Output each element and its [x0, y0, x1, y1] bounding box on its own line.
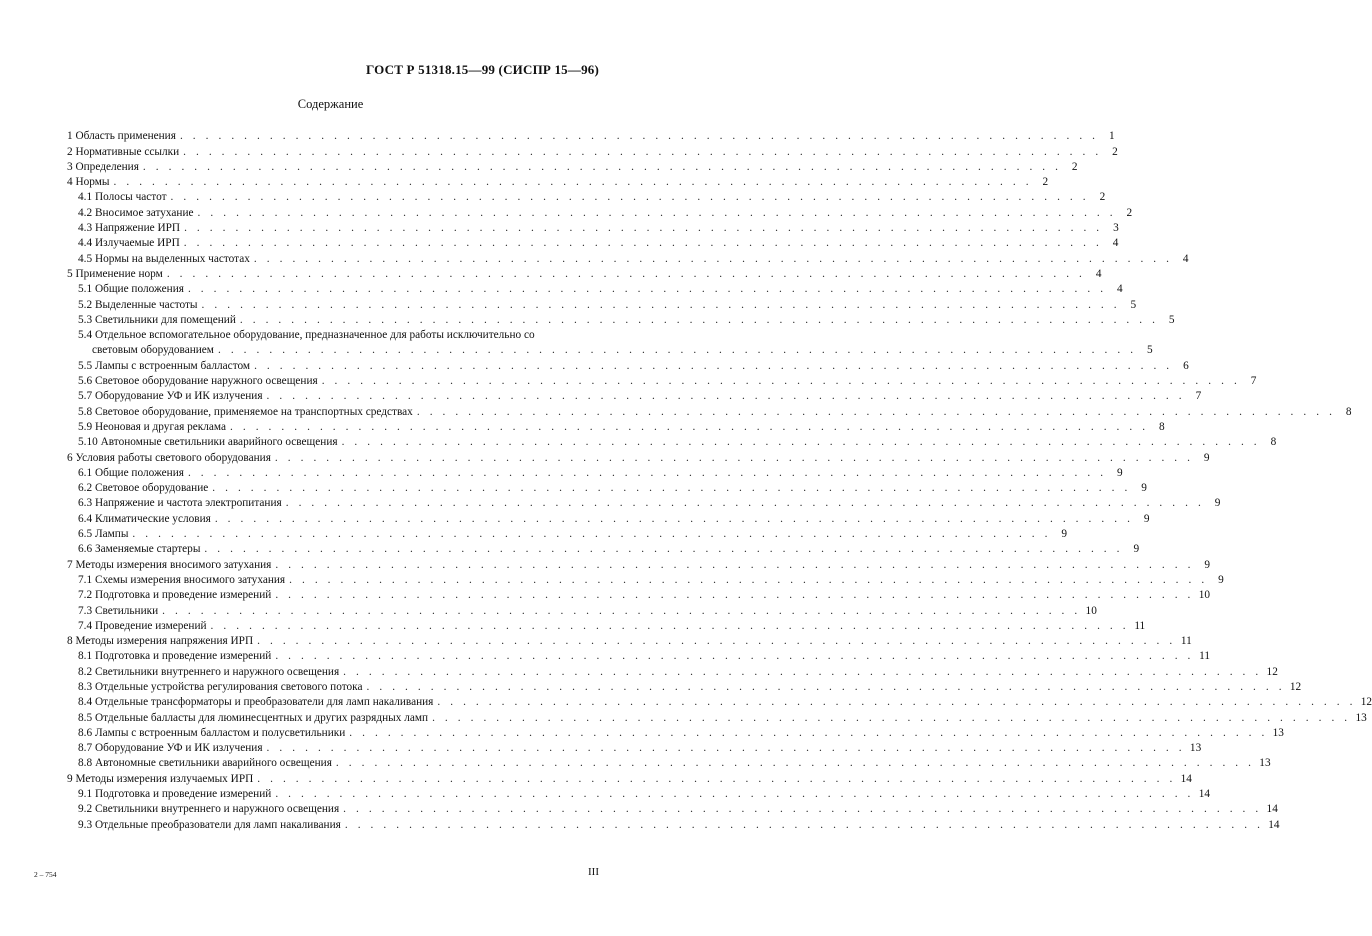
toc-entry-label: 6.3 Напряжение и частота электропитания: [78, 497, 282, 510]
toc-entry[interactable]: [67, 495, 1221, 510]
toc-entry[interactable]: [67, 250, 1189, 265]
toc-entry[interactable]: [67, 709, 1367, 724]
dot-leader: . . . . . . . . . . . . . . . . . . . . . . . . . . . . . . . . . . . . . . . . . . . . . . . . . . . . . . . . . . . . . . . . . . . . . . . .: [214, 512, 1134, 525]
footer-page-number: III: [588, 866, 599, 878]
toc-entry-page: 11: [1180, 635, 1192, 648]
toc-entry-page: 10: [1085, 604, 1097, 617]
dot-leader: . . . . . . . . . . . . . . . . . . . . . . . . . . . . . . . . . . . . . . . . . . . . . . . . . . . . . . . . . . . . . . . . . . . . . . . .: [416, 405, 1336, 418]
toc-entry-label: световым оборудованием: [92, 344, 214, 357]
toc-entry-page: 3: [1113, 222, 1119, 235]
toc-entry-page: 14: [1268, 818, 1280, 831]
toc-entry-page: 2: [1112, 145, 1118, 158]
toc-entry-label: 4.3 Напряжение ИРП: [78, 222, 181, 235]
toc-entry[interactable]: [67, 434, 1277, 449]
dot-leader: . . . . . . . . . . . . . . . . . . . . . . . . . . . . . . . . . . . . . . . . . . . . . . . . . . . . . . . . . . . . . . . . . . . . . . . .: [179, 130, 1099, 143]
footer-print-code: 2 – 754: [34, 870, 57, 879]
toc-entry[interactable]: [67, 174, 1049, 189]
toc-entry-label: 5.5 Лампы с встроенным балластом: [78, 359, 251, 372]
toc-entry[interactable]: [67, 296, 1137, 311]
dot-leader: . . . . . . . . . . . . . . . . . . . . . . . . . . . . . . . . . . . . . . . . . . . . . . . . . . . . . . . . . . . . . . . . . . . . . . . .: [275, 558, 1195, 571]
toc-entry[interactable]: [67, 159, 1078, 174]
toc-entry-label: 7.2 Подготовка и проведение измерений: [78, 589, 272, 602]
dot-leader: . . . . . . . . . . . . . . . . . . . . . . . . . . . . . . . . . . . . . . . . . . . . . . . . . . . . . . . . . . . . . . . . . . . . . . . .: [257, 635, 1176, 648]
toc-entry-page: 9: [1116, 466, 1123, 479]
toc-entry[interactable]: [67, 725, 1284, 740]
dot-leader: . . . . . . . . . . . . . . . . . . . . . . . . . . . . . . . . . . . . . . . . . . . . . . . . . . . . . . . . . . . . . . . . . . . . . . . .: [187, 283, 1107, 296]
dot-leader: . . . . . . . . . . . . . . . . . . . . . . . . . . . . . . . . . . . . . . . . . . . . . . . . . . . . . . . . . . . . . . . . . . . . . . . .: [344, 818, 1264, 831]
dot-leader: . . . . . . . . . . . . . . . . . . . . . . . . . . . . . . . . . . . . . . . . . . . . . . . . . . . . . . . . . . . . . . . . . . . . . . . .: [184, 222, 1103, 235]
toc-entry-label: 9 Методы измерения излучаемых ИРП: [67, 772, 254, 785]
toc-entry-label: 6.1 Общие положения: [78, 466, 184, 479]
dot-leader: . . . . . . . . . . . . . . . . . . . . . . . . . . . . . . . . . . . . . . . . . . . . . . . . . . . . . . . . . . . . . . . . . . . . . . . .: [266, 742, 1186, 755]
dot-leader: . . . . . . . . . . . . . . . . . . . . . . . . . . . . . . . . . . . . . . . . . . . . . . . . . . . . . . . . . . . . . . . . . . . . . . . .: [289, 573, 1208, 586]
dot-leader: . . . . . . . . . . . . . . . . . . . . . . . . . . . . . . . . . . . . . . . . . . . . . . . . . . . . . . . . . . . . . . . . . . . . . . . .: [253, 252, 1173, 265]
toc-entry-label: 8.6 Лампы с встроенным балластом и полусветильники: [78, 726, 346, 739]
toc-entry-label: 8.8 Автономные светильники аварийного освещения: [78, 757, 332, 770]
toc-entry-page: 4: [1116, 283, 1123, 296]
toc-entry-label: 4.4 Излучаемые ИРП: [78, 237, 180, 250]
dot-leader: . . . . . . . . . . . . . . . . . . . . . . . . . . . . . . . . . . . . . . . . . . . . . . . . . . . . . . . . . . . . . . . . . . . . . . . .: [166, 267, 1086, 280]
dot-leader: . . . . . . . . . . . . . . . . . . . . . . . . . . . . . . . . . . . . . . . . . . . . . . . . . . . . . . . . . . . . . . . . . . . . . . . .: [285, 497, 1205, 510]
toc-entry-label: 9.1 Подготовка и проведение измерений: [78, 788, 272, 801]
toc-entry-page: 2: [1126, 206, 1133, 219]
toc-entry-page: 4: [1112, 237, 1119, 250]
toc-entry-label: 9.3 Отдельные преобразователи для ламп накаливания: [78, 818, 341, 831]
page-title: Содержание: [297, 97, 364, 111]
toc-entry-page: 8: [1159, 420, 1165, 433]
toc-entry[interactable]: [67, 587, 1210, 602]
toc-entry[interactable]: [67, 679, 1302, 694]
toc-entry[interactable]: [67, 770, 1192, 785]
toc-entry-page: 12: [1360, 696, 1372, 709]
toc-entry-label: 8 Методы измерения напряжения ИРП: [67, 635, 254, 648]
dot-leader: . . . . . . . . . . . . . . . . . . . . . . . . . . . . . . . . . . . . . . . . . . . . . . . . . . . . . . . . . . . . . . . . . . . . . . . .: [230, 420, 1149, 433]
toc-entry-label: 5.7 Оборудование УФ и ИК излучения: [78, 390, 263, 403]
toc-entry-label: 5.4 Отдельное вспомогательное оборудование, предназначенное для работы исключительно со: [78, 329, 535, 342]
toc-entry-label: 2 Нормативные ссылки: [67, 145, 180, 158]
toc-entry-page: 5: [1146, 344, 1153, 357]
toc-entry-label: 7 Методы измерения вносимого затухания: [67, 558, 272, 571]
toc-entry[interactable]: [67, 755, 1271, 770]
toc-entry-label: 6 Условия работы светового оборудования: [67, 451, 271, 464]
toc-entry-page: 12: [1266, 665, 1278, 678]
dot-leader: . . . . . . . . . . . . . . . . . . . . . . . . . . . . . . . . . . . . . . . . . . . . . . . . . . . . . . . . . . . . . . . . . . . . . . . .: [343, 665, 1262, 678]
toc-entry-label: 8.3 Отдельные устройства регулирования светового потока: [78, 680, 363, 693]
toc-entry-label: 5.8 Световое оборудование, применяемое на транспортных средствах: [78, 405, 413, 418]
toc-entry-label: 8.1 Подготовка и проведение измерений: [78, 650, 272, 663]
toc-entry-label: 5.3 Светильники для помещений: [78, 313, 236, 326]
document-standard-header: ГОСТ Р 51318.15—99 (СИСПР 15—96): [366, 62, 599, 77]
toc-entry-label: 8.2 Светильники внутреннего и наружного освещения: [78, 665, 340, 678]
toc-entry[interactable]: [67, 663, 1278, 678]
toc-entry[interactable]: [67, 602, 1097, 617]
toc-entry-label: 6.2 Световое оборудование: [78, 482, 209, 495]
toc-entry-label: 3 Определения: [67, 160, 139, 173]
toc-entry[interactable]: [67, 480, 1147, 495]
dot-leader: . . . . . . . . . . . . . . . . . . . . . . . . . . . . . . . . . . . . . . . . . . . . . . . . . . . . . . . . . . . . . . . . . . . . . . . .: [349, 726, 1268, 739]
toc-entry-page: 2: [1071, 160, 1078, 173]
toc-entry-label: 4 Нормы: [67, 176, 110, 189]
toc-entry[interactable]: [67, 419, 1165, 434]
toc-entry-page: 9: [1204, 558, 1211, 571]
toc-entry[interactable]: [67, 281, 1123, 296]
dot-leader: . . . . . . . . . . . . . . . . . . . . . . . . . . . . . . . . . . . . . . . . . . . . . . . . . . . . . . . . . . . . . . . . . . . . . . . .: [142, 160, 1062, 173]
toc-entry[interactable]: [67, 618, 1146, 633]
toc-entry-label: 4.5 Нормы на выделенных частотах: [78, 252, 250, 265]
toc-entry-label: 8.7 Оборудование УФ и ИК излучения: [78, 742, 263, 755]
toc-entry-page: 13: [1355, 711, 1367, 724]
toc-entry-label: 5.9 Неоновая и другая реклама: [78, 420, 227, 433]
toc-entry-page: 13: [1272, 726, 1284, 739]
toc-entry-page: 14: [1180, 772, 1192, 785]
table-of-contents: [67, 128, 1372, 832]
toc-entry[interactable]: [67, 816, 1280, 831]
toc-entry-page: 9: [1061, 528, 1068, 541]
toc-entry[interactable]: [67, 465, 1123, 480]
dot-leader: . . . . . . . . . . . . . . . . . . . . . . . . . . . . . . . . . . . . . . . . . . . . . . . . . . . . . . . . . . . . . . . . . . . . . . . .: [197, 206, 1117, 219]
dot-leader: . . . . . . . . . . . . . . . . . . . . . . . . . . . . . . . . . . . . . . . . . . . . . . . . . . . . . . . . . . . . . . . . . . . . . . . .: [254, 359, 1173, 372]
toc-entry[interactable]: [67, 128, 1115, 143]
toc-entry-page: 12: [1289, 680, 1302, 693]
toc-entry[interactable]: [67, 204, 1133, 219]
toc-entry[interactable]: [67, 541, 1140, 556]
dot-leader: . . . . . . . . . . . . . . . . . . . . . . . . . . . . . . . . . . . . . . . . . . . . . . . . . . . . . . . . . . . . . . . . . . . . . . . .: [201, 298, 1121, 311]
toc-entry-label: 8.5 Отдельные балласты для люминесцентных и других разрядных ламп: [78, 711, 429, 724]
dot-leader: . . . . . . . . . . . . . . . . . . . . . . . . . . . . . . . . . . . . . . . . . . . . . . . . . . . . . . . . . . . . . . . . . . . . . . . .: [275, 589, 1194, 602]
toc-entry[interactable]: [67, 235, 1119, 250]
toc-entry-label: 6.5 Лампы: [78, 528, 129, 541]
toc-entry-page: 9: [1203, 451, 1210, 464]
toc-entry[interactable]: [67, 403, 1352, 418]
dot-leader: . . . . . . . . . . . . . . . . . . . . . . . . . . . . . . . . . . . . . . . . . . . . . . . . . . . . . . . . . . . . . . . . . . . . . . . .: [183, 237, 1103, 250]
toc-entry[interactable]: [67, 388, 1202, 403]
dot-leader: . . . . . . . . . . . . . . . . . . . . . . . . . . . . . . . . . . . . . . . . . . . . . . . . . . . . . . . . . . . . . . . . . . . . . . . .: [162, 604, 1081, 617]
toc-entry-label: 7.3 Светильники: [78, 604, 159, 617]
toc-entry-label: 7.4 Проведение измерений: [78, 619, 207, 632]
toc-entry[interactable]: [67, 510, 1150, 525]
toc-entry-page: 4: [1095, 267, 1102, 280]
dot-leader: . . . . . . . . . . . . . . . . . . . . . . . . . . . . . . . . . . . . . . . . . . . . . . . . . . . . . . . . . . . . . . . . . . . . . . . .: [343, 803, 1262, 816]
dot-leader: . . . . . . . . . . . . . . . . . . . . . . . . . . . . . . . . . . . . . . . . . . . . . . . . . . . . . . . . . . . . . . . . . . . . . . . .: [210, 619, 1130, 632]
toc-entry-page: 5: [1130, 298, 1137, 311]
toc-entry-label: 6.4 Климатические условия: [78, 512, 211, 525]
toc-entry-label: 4.2 Вносимое затухание: [78, 206, 194, 219]
dot-leader: . . . . . . . . . . . . . . . . . . . . . . . . . . . . . . . . . . . . . . . . . . . . . . . . . . . . . . . . . . . . . . . . . . . . . . . .: [437, 696, 1357, 709]
toc-entry-page: 8: [1270, 436, 1277, 449]
toc-entry-label: 8.4 Отдельные трансформаторы и преобразователи для ламп накаливания: [78, 696, 434, 709]
dot-leader: . . . . . . . . . . . . . . . . . . . . . . . . . . . . . . . . . . . . . . . . . . . . . . . . . . . . . . . . . . . . . . . . . . . . . . . .: [257, 772, 1176, 785]
toc-entry-page: 13: [1259, 757, 1271, 770]
toc-entry-page: 4: [1182, 252, 1189, 265]
toc-entry-page: 1: [1108, 130, 1115, 143]
dot-leader: . . . . . . . . . . . . . . . . . . . . . . . . . . . . . . . . . . . . . . . . . . . . . . . . . . . . . . . . . . . . . . . . . . . . . . . .: [335, 757, 1255, 770]
toc-entry[interactable]: [67, 740, 1202, 755]
dot-leader: . . . . . . . . . . . . . . . . . . . . . . . . . . . . . . . . . . . . . . . . . . . . . . . . . . . . . . . . . . . . . . . . . . . . . . . .: [275, 788, 1194, 801]
dot-leader: . . . . . . . . . . . . . . . . . . . . . . . . . . . . . . . . . . . . . . . . . . . . . . . . . . . . . . . . . . . . . . . . . . . . . . . .: [183, 145, 1102, 158]
dot-leader: . . . . . . . . . . . . . . . . . . . . . . . . . . . . . . . . . . . . . . . . . . . . . . . . . . . . . . . . . . . . . . . . . . . . . . . .: [366, 680, 1286, 693]
toc-entry-page: 7: [1195, 390, 1202, 403]
toc-entry-page: 11: [1134, 619, 1146, 632]
toc-entry-continuation[interactable]: [67, 342, 1153, 357]
toc-entry-label: 5 Применение норм: [67, 267, 163, 280]
toc-entry-page: 11: [1199, 650, 1210, 663]
toc-entry[interactable]: [67, 449, 1210, 464]
dot-leader: . . . . . . . . . . . . . . . . . . . . . . . . . . . . . . . . . . . . . . . . . . . . . . . . . . . . . . . . . . . . . . . . . . . . . . . .: [212, 482, 1131, 495]
toc-entry-label: 9.2 Светильники внутреннего и наружного освещения: [78, 803, 340, 816]
toc-entry[interactable]: [67, 801, 1278, 816]
dot-leader: . . . . . . . . . . . . . . . . . . . . . . . . . . . . . . . . . . . . . . . . . . . . . . . . . . . . . . . . . . . . . . . . . . . . . . . .: [170, 191, 1090, 204]
toc-entry-page: 13: [1189, 742, 1202, 755]
toc-entry[interactable]: [67, 572, 1224, 587]
toc-entry[interactable]: [67, 526, 1068, 541]
dot-leader: . . . . . . . . . . . . . . . . . . . . . . . . . . . . . . . . . . . . . . . . . . . . . . . . . . . . . . . . . . . . . . . . . . . . . . . .: [239, 313, 1159, 326]
dot-leader: . . . . . . . . . . . . . . . . . . . . . . . . . . . . . . . . . . . . . . . . . . . . . . . . . . . . . . . . . . . . . . . . . . . . . . . .: [274, 451, 1194, 464]
toc-entry-page: 6: [1183, 359, 1189, 372]
dot-leader: . . . . . . . . . . . . . . . . . . . . . . . . . . . . . . . . . . . . . . . . . . . . . . . . . . . . . . . . . . . . . . . . . . . . . . . .: [266, 390, 1186, 403]
toc-entry[interactable]: [67, 357, 1189, 372]
toc-entry-page: 9: [1133, 543, 1140, 556]
toc-entry[interactable]: [67, 143, 1118, 158]
toc-entry-page: 2: [1042, 176, 1049, 189]
dot-leader: . . . . . . . . . . . . . . . . . . . . . . . . . . . . . . . . . . . . . . . . . . . . . . . . . . . . . . . . . . . . . . . . . . . . . . . .: [321, 375, 1241, 388]
toc-entry-label: 5.6 Световое оборудование наружного освещения: [78, 375, 318, 388]
toc-entry-page: 14: [1198, 788, 1210, 801]
toc-entry-page: 7: [1250, 375, 1257, 388]
toc-entry[interactable]: [67, 648, 1210, 663]
dot-leader: . . . . . . . . . . . . . . . . . . . . . . . . . . . . . . . . . . . . . . . . . . . . . . . . . . . . . . . . . . . . . . . . . . . . . . . .: [204, 543, 1124, 556]
toc-entry[interactable]: [67, 327, 599, 342]
toc-entry-label: 5.2 Выделенные частоты: [78, 298, 198, 311]
toc-entry[interactable]: [67, 312, 1175, 327]
dot-leader: . . . . . . . . . . . . . . . . . . . . . . . . . . . . . . . . . . . . . . . . . . . . . . . . . . . . . . . . . . . . . . . . . . . . . . . .: [275, 650, 1194, 663]
toc-entry[interactable]: [67, 786, 1210, 801]
toc-entry-page: 5: [1168, 313, 1175, 326]
toc-entry[interactable]: [67, 694, 1372, 709]
toc-entry-page: 14: [1266, 803, 1278, 816]
toc-entry-page: 9: [1141, 482, 1147, 495]
toc-entry-label: 5.10 Автономные светильники аварийного освещения: [78, 436, 338, 449]
toc-entry-label: 7.1 Схемы измерения вносимого затухания: [78, 573, 286, 586]
toc-entry[interactable]: [67, 556, 1211, 571]
toc-entry[interactable]: [67, 633, 1192, 648]
toc-entry-page: 9: [1214, 497, 1221, 510]
toc-entry-page: 10: [1198, 589, 1210, 602]
dot-leader: . . . . . . . . . . . . . . . . . . . . . . . . . . . . . . . . . . . . . . . . . . . . . . . . . . . . . . . . . . . . . . . . . . . . . . . .: [432, 711, 1351, 724]
toc-entry-page: 2: [1099, 191, 1106, 204]
toc-entry-page: 9: [1143, 512, 1150, 525]
dot-leader: . . . . . . . . . . . . . . . . . . . . . . . . . . . . . . . . . . . . . . . . . . . . . . . . . . . . . . . . . . . . . . . . . . . . . . . .: [113, 176, 1033, 189]
toc-entry[interactable]: [67, 189, 1106, 204]
dot-leader: . . . . . . . . . . . . . . . . . . . . . . . . . . . . . . . . . . . . . . . . . . . . . . . . . . . . . . . . . . . . . . . . . . . . . . . .: [341, 436, 1261, 449]
toc-entry-label: 5.1 Общие положения: [78, 283, 184, 296]
dot-leader: . . . . . . . . . . . . . . . . . . . . . . . . . . . . . . . . . . . . . . . . . . . . . . . . . . . . . . . . . . . . . . . . . . . . . . . .: [217, 344, 1137, 357]
toc-entry-page: 9: [1218, 573, 1224, 586]
toc-entry[interactable]: [67, 373, 1257, 388]
dot-leader: . . . . . . . . . . . . . . . . . . . . . . . . . . . . . . . . . . . . . . . . . . . . . . . . . . . . . . . . . . . . . . . . . . . . . . . .: [132, 528, 1052, 541]
toc-entry-label: 4.1 Полосы частот: [78, 191, 167, 204]
toc-entry-label: 1 Область применения: [67, 130, 176, 143]
toc-entry[interactable]: [67, 220, 1119, 235]
dot-leader: . . . . . . . . . . . . . . . . . . . . . . . . . . . . . . . . . . . . . . . . . . . . . . . . . . . . . . . . . . . . . . . . . . . . . . . .: [187, 466, 1107, 479]
toc-entry-page: 8: [1345, 405, 1352, 418]
toc-entry[interactable]: [67, 266, 1102, 281]
toc-entry-label: 6.6 Заменяемые стартеры: [78, 543, 201, 556]
